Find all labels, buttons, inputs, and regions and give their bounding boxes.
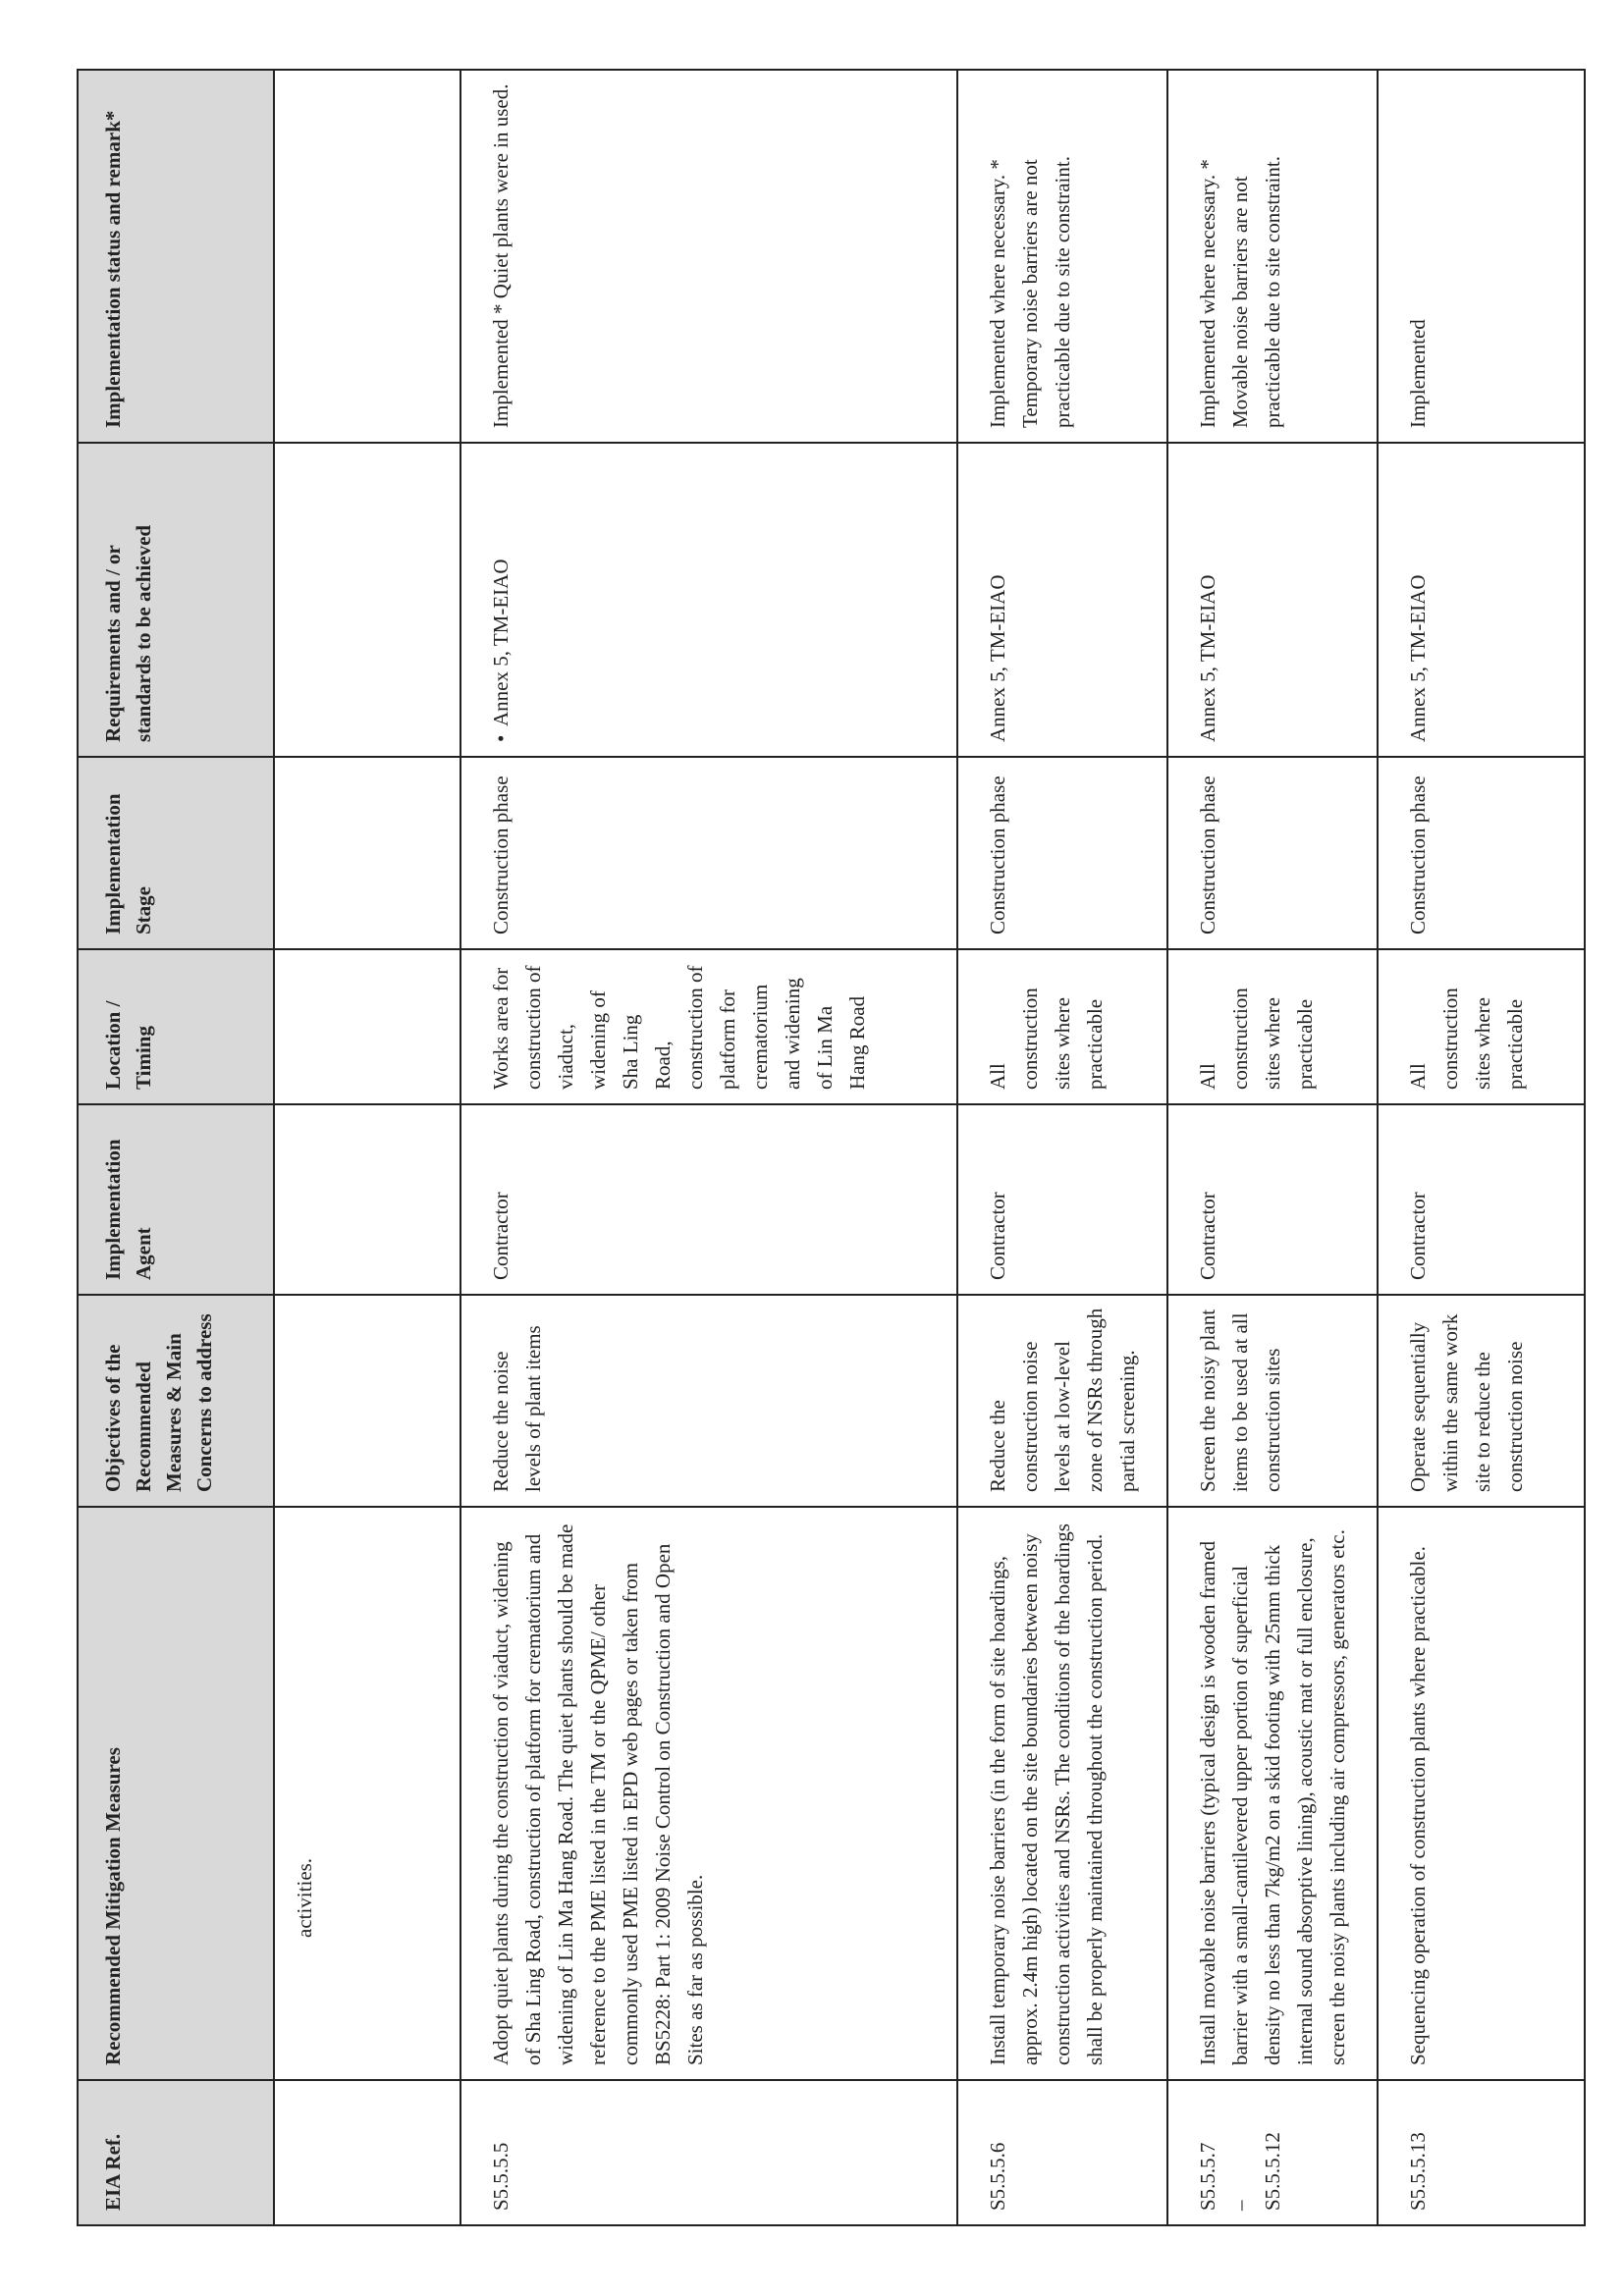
cell-stage: Construction phase (1167, 757, 1378, 949)
ref-end: S5.5.5.12 (1261, 2132, 1284, 2211)
cell-measure: Adopt quiet plants during the construction of viaduct, widening of Sha Ling Road, construction of platform for crematorium and widening of Lin Ma Hang Road. The quiet plants should be made reference to the PME listed in the TM or the QPME/ other commonly used PME listed in EPD web pages or taken from BS5228: Part 1: 2009 Noise Control on Construction and Open Sites as far as possible. (460, 1507, 957, 2080)
header-objectives: Objectives of the Recommended Measures & Main Concerns to address (78, 1295, 274, 1507)
header-requirements: Requirements and / or standards to be achieved (78, 443, 274, 757)
table-row (460, 70, 957, 2225)
header-implementation-stage: Implementation Stage (78, 757, 274, 949)
cell-requirement: Annex 5, TM-EIAO (957, 443, 1167, 757)
cell-measure: Sequencing operation of construction plants where practicable. (1378, 1507, 1585, 2080)
header-location-timing: Location / Timing (78, 949, 274, 1104)
cell-agent: Contractor (460, 1104, 957, 1295)
cell-status: Implemented where necessary. * Movable noise barriers are not practicable due to site constraint. (1167, 70, 1378, 443)
table-row (1167, 70, 1378, 2225)
cell-location: All construction sites where practicable (957, 949, 1167, 1104)
cell-stage: Construction phase (957, 757, 1167, 949)
cell-location: Works area for construction of viaduct, widening of Sha Ling Road, construction of platform for crematorium and widening of Lin Ma Hang Road (460, 949, 957, 1104)
cell-objective: Reduce the noise levels of plant items (460, 1295, 957, 1507)
cell-location (274, 949, 460, 1104)
cell-eia-ref: S5.5.5.13 (1378, 2080, 1585, 2225)
cell-measure: Install temporary noise barriers (in the form of site hoardings, approx. 2.4m high) located on the site boundaries between noisy construction activities and NSRs. The conditions of the hoardings shall be properly maintained throughout the construction period. (957, 1507, 1167, 2080)
cell-agent: Contractor (957, 1104, 1167, 1295)
cell-stage: Construction phase (460, 757, 957, 949)
ref-separator: – (1228, 2200, 1252, 2211)
cell-agent (274, 1104, 460, 1295)
cell-status: Implemented where necessary. * Temporary noise barriers are not practicable due to site constraint. (957, 70, 1167, 443)
rotated-page (77, 71, 1527, 2226)
cell-objective: Reduce the construction noise levels at low-level zone of NSRs through partial screening. (957, 1295, 1167, 1507)
header-implementation-status: Implementation status and remark* (78, 70, 274, 443)
cell-requirement: Annex 5, TM-EIAO (1167, 443, 1378, 757)
cell-objective (274, 1295, 460, 1507)
cell-measure: Install movable noise barriers (typical design is wooden framed barrier with a small-cantilevered upper portion of superficial density no less than 7kg/m2 on a skid footing with 25mm thick internal sound absorptive lining), acoustic mat or full enclosure, screen the noisy plants including air compressors, generators etc. (1167, 1507, 1378, 2080)
header-implementation-agent: Implementation Agent (78, 1104, 274, 1295)
cell-objective: Operate sequentially within the same work site to reduce the construction noise (1378, 1295, 1585, 1507)
header-eia-ref: EIA Ref. (78, 2080, 274, 2225)
cell-eia-ref: S5.5.5.5 (460, 2080, 957, 2225)
cell-measure (274, 1507, 460, 2080)
cell-agent: Contractor (1378, 1104, 1585, 1295)
cell-stage (274, 757, 460, 949)
continuation-text: activities. (293, 1857, 316, 1938)
cell-status: Implemented * Quiet plants were in used. (460, 70, 957, 443)
cell-requirement: Annex 5, TM-EIAO (1378, 443, 1585, 757)
table-row (957, 70, 1167, 2225)
mitigation-measures-table (77, 69, 1586, 2226)
cell-agent: Contractor (1167, 1104, 1378, 1295)
cell-objective: Screen the noisy plant items to be used at all construction sites (1167, 1295, 1378, 1507)
cell-requirement (460, 443, 957, 757)
cell-status: Implemented (1378, 70, 1585, 443)
table-row (274, 70, 460, 2225)
cell-status (274, 70, 460, 443)
requirement-text: Annex 5, TM-EIAO (489, 559, 513, 726)
cell-eia-ref (274, 2080, 460, 2225)
cell-eia-ref: S5.5.5.6 (957, 2080, 1167, 2225)
cell-location: All construction sites where practicable (1378, 949, 1585, 1104)
cell-eia-ref (1167, 2080, 1378, 2225)
table-row (1378, 70, 1585, 2225)
ref-start: S5.5.5.7 (1196, 2142, 1219, 2211)
cell-requirement (274, 443, 460, 757)
header-row (78, 70, 274, 2225)
bullet-icon: • (489, 734, 513, 742)
cell-location: All construction sites where practicable (1167, 949, 1378, 1104)
header-mitigation-measures: Recommended Mitigation Measures (78, 1507, 274, 2080)
cell-stage: Construction phase (1378, 757, 1585, 949)
